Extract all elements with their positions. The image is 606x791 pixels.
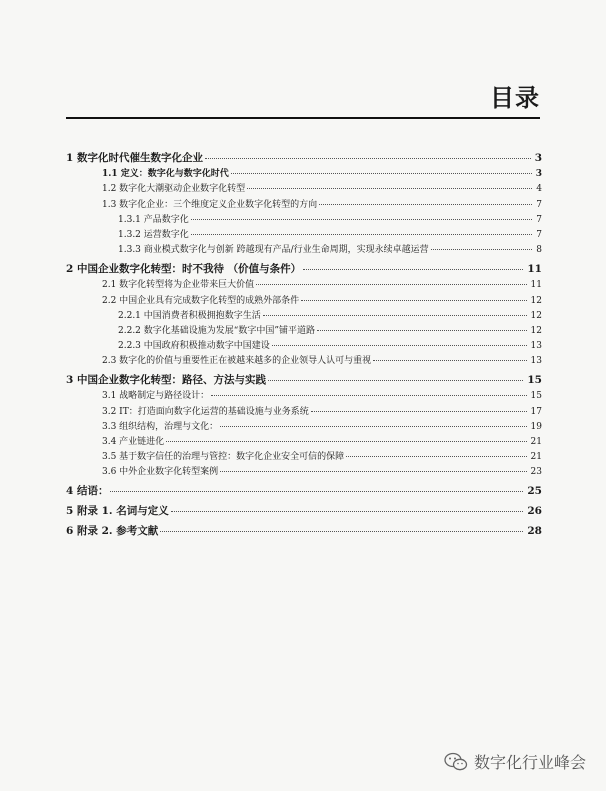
toc-entry	[66, 356, 542, 367]
toc-entry	[66, 326, 542, 337]
toc-leader	[247, 188, 532, 189]
toc-entry	[66, 437, 542, 448]
toc-leader	[272, 345, 527, 346]
toc-leader	[431, 249, 533, 250]
toc-entry-title: 3.1 战略制定与路径设计：	[102, 391, 210, 402]
toc-entry	[66, 280, 542, 291]
toc-page-number: 7	[536, 214, 542, 225]
toc-leader	[191, 234, 533, 235]
toc-page-number: 26	[527, 505, 542, 518]
toc-chapter	[66, 525, 542, 538]
toc-leader	[160, 531, 523, 532]
toc-page-number: 12	[530, 295, 542, 306]
toc-leader	[211, 395, 526, 396]
toc-page-number: 21	[530, 452, 542, 463]
toc-page-number: 13	[530, 341, 542, 352]
toc-entry-title: 2.3 数字化的价值与重要性正在被越来越多的企业领导人认可与重视	[102, 356, 372, 367]
toc-entry-title: 1 数字化时代催生数字化企业	[66, 152, 203, 164]
toc-entry-title: 6 附录 2. 参考文献	[66, 525, 159, 538]
title-rule	[66, 117, 540, 119]
toc-entry	[66, 230, 542, 241]
toc-entry-title: 2 中国企业数字化转型：时不我待 （价值与条件）	[66, 263, 302, 276]
toc-entry-title: 1.3 数字化企业：三个维度定义企业数字化转型的方向	[102, 199, 318, 210]
toc-leader	[346, 456, 526, 457]
toc-entry	[66, 422, 542, 433]
toc-page-number: 15	[527, 374, 542, 387]
toc-entry	[66, 296, 542, 307]
toc-leader	[319, 204, 532, 205]
toc-entry	[66, 407, 542, 418]
toc-entry-title: 3.6 中外企业数字化转型案例	[102, 467, 219, 478]
toc-entry-title: 1.3.1 产品数字化	[118, 214, 189, 225]
toc-entry-title: 2.2.2 数字化基础设施为发展“数字中国”铺平道路	[118, 325, 315, 336]
wechat-icon	[444, 752, 468, 772]
toc-leader	[171, 511, 524, 512]
toc-entry	[66, 215, 542, 226]
toc-page-number: 11	[527, 263, 542, 276]
toc-page-number: 11	[530, 280, 542, 291]
toc-leader	[317, 330, 527, 331]
toc-entry-title: 1.3.3 商业模式数字化与创新 跨越现有产品/行业生命周期，实现永续卓越运营	[118, 245, 429, 256]
watermark	[444, 750, 586, 773]
toc-page-number: 21	[530, 437, 542, 447]
toc-entry-title: 4 结语：	[66, 485, 109, 498]
toc-chapter	[66, 152, 542, 165]
toc-leader	[311, 411, 527, 412]
toc-entry	[66, 391, 542, 402]
toc-entry	[66, 245, 542, 256]
toc-leader	[231, 173, 532, 174]
toc-entry	[66, 452, 542, 463]
toc-entry-title: 3 中国企业数字化转型：路径、方法与实践	[66, 374, 266, 387]
page-title: 目录	[490, 84, 540, 112]
toc-entry-title: 2.2 中国企业具有完成数字化转型的成熟外部条件	[102, 295, 300, 306]
toc-leader	[268, 380, 523, 381]
toc-entry-title: 2.2.3 中国政府积极推动数字中国建设	[118, 341, 270, 352]
toc-page-number: 23	[530, 467, 542, 478]
toc-entry-title: 2.1 数字化转型将为企业带来巨大价值	[102, 280, 255, 291]
toc-entry	[66, 341, 542, 352]
toc-entry-title: 3.4 产业链进化	[102, 437, 165, 447]
toc-leader	[220, 426, 526, 427]
toc-leader	[263, 315, 527, 316]
toc-leader	[256, 284, 526, 285]
toc-page-number: 12	[530, 325, 542, 336]
toc-leader	[166, 441, 526, 442]
toc-page-number: 7	[536, 229, 542, 240]
watermark-text: 数字化行业峰会	[473, 753, 586, 772]
toc-leader	[220, 471, 526, 472]
toc-chapter	[66, 263, 542, 276]
toc-chapter	[66, 485, 542, 498]
toc-entry-title: 3.2 IT：打造面向数字化运营的基础设施与业务系统	[102, 406, 309, 417]
toc-leader	[205, 158, 531, 159]
toc-page-number: 13	[530, 356, 542, 367]
toc-entry	[66, 169, 542, 180]
toc-leader	[191, 219, 533, 220]
toc-page-number: 7	[536, 199, 542, 210]
toc-page-number: 17	[530, 406, 542, 417]
toc-leader	[110, 491, 523, 492]
toc-entry-title: 2.2.1 中国消费者积极拥抱数字生活	[118, 310, 261, 321]
toc-chapter	[66, 505, 542, 518]
toc-page-number: 8	[536, 245, 542, 256]
toc-entry-title: 1.1 定义：数字化与数字化时代	[102, 169, 229, 180]
toc-entry-title: 1.3.2 运营数字化	[118, 229, 189, 240]
toc-entry-title: 1.2 数字化大潮驱动企业数字化转型	[102, 184, 246, 195]
toc-entry-title: 3.3 组织结构，治理与文化：	[102, 421, 219, 432]
toc-page-number: 3	[534, 152, 542, 164]
toc-page-number: 25	[527, 485, 542, 498]
toc-page-number: 19	[530, 421, 542, 432]
toc-entry	[66, 184, 542, 195]
toc-leader	[303, 269, 523, 270]
toc-page-number: 15	[530, 391, 542, 402]
table-of-contents	[66, 152, 542, 538]
toc-entry	[66, 467, 542, 478]
toc-entry	[66, 200, 542, 211]
toc-entry-title: 5 附录 1. 名词与定义	[66, 505, 169, 518]
toc-entry-title: 3.5 基于数字信任的治理与管控：数字化企业安全可信的保障	[102, 452, 345, 463]
toc-entry	[66, 311, 542, 322]
toc-page-number: 28	[527, 525, 542, 538]
toc-page-number: 3	[535, 169, 542, 180]
toc-leader	[373, 360, 526, 361]
toc-page-number: 12	[530, 310, 542, 321]
toc-leader	[301, 300, 526, 301]
toc-chapter	[66, 374, 542, 387]
toc-page-number: 4	[536, 184, 542, 195]
